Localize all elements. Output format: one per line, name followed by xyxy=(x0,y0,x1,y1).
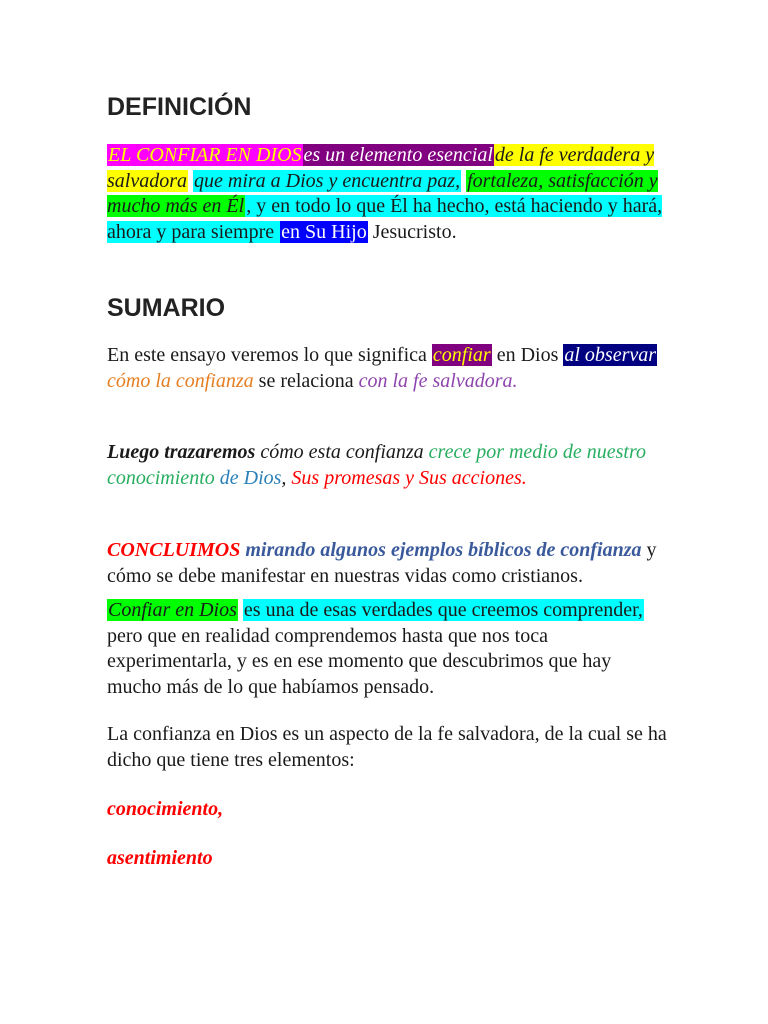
list-item-conocimiento: conocimiento, xyxy=(107,798,224,820)
text-jesucristo: Jesucristo. xyxy=(367,220,457,243)
sumario-paragraph-1 xyxy=(107,343,667,394)
text-en-dios: en Dios xyxy=(491,344,564,366)
text-como-esta-confianza: cómo esta confianza xyxy=(255,441,429,463)
heading-sumario: SUMARIO xyxy=(107,294,226,322)
highlight-en-todo: , y en todo lo que Él ha hecho, está haciendo y hará, ahora y para siempre xyxy=(107,195,663,243)
highlight-al-observar: al observar xyxy=(564,344,657,366)
text-crece: crece por medio de nuestro conocimiento xyxy=(107,441,646,489)
highlight-verdades: es una de esas verdades que creemos comprender, xyxy=(243,599,643,621)
text-como-manifestar: y cómo se debe manifestar en nuestras vidas como cristianos. xyxy=(107,539,657,587)
text-comma: , xyxy=(281,466,292,489)
highlight-confiar: confiar xyxy=(432,344,491,366)
text-sus-promesas: Sus promesas y Sus acciones. xyxy=(291,466,527,489)
highlight-fortaleza: fortaleza, satisfacción y mucho más en Él xyxy=(107,169,658,217)
text-con-la-fe: con la fe salvadora. xyxy=(358,369,518,392)
text-mirando-ejemplos: mirando algunos ejemplos bíblicos de confianza xyxy=(240,539,642,561)
text-se-relaciona: se relaciona xyxy=(253,369,359,392)
heading-definicion: DEFINICIÓN xyxy=(107,93,252,121)
highlight-en-su-hijo: en Su Hijo xyxy=(281,220,367,243)
highlight-confiar-en-dios: Confiar en Dios xyxy=(108,599,237,621)
sumario-paragraph-5: La confianza en Dios es un aspecto de la fe salvadora, de la cual se ha dicho que tiene tres elementos: xyxy=(107,723,667,771)
sumario-paragraph-2 xyxy=(107,440,667,491)
text-de-dios: de Dios xyxy=(219,466,282,489)
highlight-el-confiar: EL CONFIAR EN DIOS xyxy=(108,144,302,166)
text-concluimos: CONCLUIMOS xyxy=(107,539,241,561)
text-como-la-confianza: cómo la confianza xyxy=(107,369,254,392)
highlight-fe-verdadera: de la fe verdadera y salvadora xyxy=(107,144,655,192)
definition-paragraph xyxy=(107,143,667,245)
text-pero-que: pero que en realidad comprendemos hasta que nos toca experimentarla, y es en ese momento que descubrimos que hay mucho más de lo que habíamos pensado. xyxy=(107,624,612,698)
text-luego-trazaremos: Luego trazaremos xyxy=(107,441,256,463)
highlight-elemento-esencial: es un elemento esencial xyxy=(303,144,493,166)
text-en-este-ensayo: En este ensayo veremos lo que significa xyxy=(107,344,432,366)
highlight-mira-a-dios: que mira a Dios y encuentra paz, xyxy=(194,169,461,192)
list-item-asentimiento: asentimiento xyxy=(107,847,213,869)
sumario-paragraph-4 xyxy=(107,598,667,700)
sumario-paragraph-3 xyxy=(107,538,667,589)
